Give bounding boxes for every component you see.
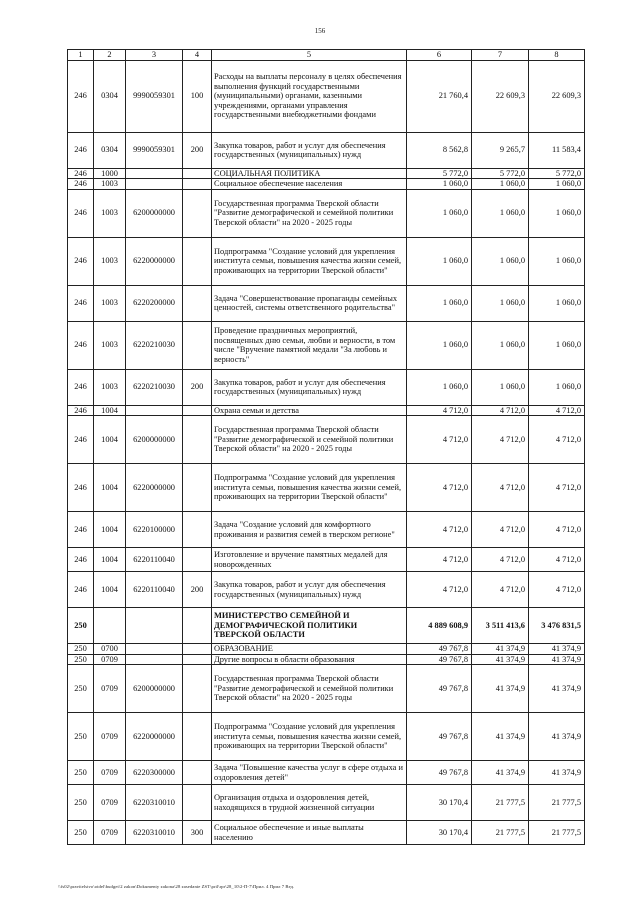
cell-expense-type (183, 464, 212, 512)
table-row (68, 132, 585, 168)
cell-target-code: 6220000000 (126, 713, 183, 761)
cell-description: ОБРАЗОВАНИЕ (212, 644, 407, 655)
cell-section-code: 1004 (94, 572, 126, 608)
cell-amount-1: 1 060,0 (407, 237, 472, 285)
cell-amount-3: 41 374,9 (529, 665, 585, 713)
cell-amount-2: 4 712,0 (472, 464, 529, 512)
cell-description: Задача "Совершенствование пропаганды семейных ценностей, системы ответственного родительства" (212, 285, 407, 321)
cell-amount-1: 1 060,0 (407, 285, 472, 321)
cell-description: МИНИСТЕРСТВО СЕМЕЙНОЙ И ДЕМОГРАФИЧЕСКОЙ ПОЛИТИКИ ТВЕРСКОЙ ОБЛАСТИ (212, 608, 407, 644)
cell-target-code: 6220200000 (126, 285, 183, 321)
table-row (68, 713, 585, 761)
cell-amount-1: 8 562,8 (407, 132, 472, 168)
cell-section-code: 0709 (94, 713, 126, 761)
cell-ministry-code: 246 (68, 60, 94, 132)
cell-amount-3: 1 060,0 (529, 179, 585, 190)
cell-ministry-code: 246 (68, 464, 94, 512)
cell-amount-1: 4 712,0 (407, 464, 472, 512)
cell-expense-type (183, 785, 212, 821)
cell-ministry-code: 250 (68, 608, 94, 644)
cell-ministry-code: 246 (68, 132, 94, 168)
cell-amount-2: 21 777,5 (472, 785, 529, 821)
budget-table (67, 49, 585, 845)
cell-amount-2: 41 374,9 (472, 665, 529, 713)
cell-amount-3: 4 712,0 (529, 572, 585, 608)
cell-amount-3: 1 060,0 (529, 321, 585, 369)
cell-amount-1: 21 760,4 (407, 60, 472, 132)
cell-description: Организация отдыха и оздоровления детей, находящихся в трудной жизненной ситуации (212, 785, 407, 821)
cell-amount-1: 4 712,0 (407, 512, 472, 548)
cell-section-code: 1003 (94, 369, 126, 405)
cell-description: Социальное обеспечение населения (212, 179, 407, 190)
header-cell: 8 (529, 50, 585, 61)
cell-section-code: 0709 (94, 761, 126, 785)
cell-amount-3: 1 060,0 (529, 237, 585, 285)
cell-amount-2: 4 712,0 (472, 572, 529, 608)
cell-amount-1: 1 060,0 (407, 179, 472, 190)
cell-section-code: 0304 (94, 60, 126, 132)
cell-amount-1: 4 712,0 (407, 572, 472, 608)
cell-amount-1: 30 170,4 (407, 785, 472, 821)
cell-description: Подпрограмма "Создание условий для укрепления института семьи, повышения качества жизни семей, проживающих на территории Тверской области" (212, 464, 407, 512)
cell-section-code: 0304 (94, 132, 126, 168)
cell-section-code: 1000 (94, 168, 126, 179)
cell-section-code: 1003 (94, 237, 126, 285)
cell-section-code: 1003 (94, 179, 126, 190)
cell-amount-1: 5 772,0 (407, 168, 472, 179)
cell-amount-1: 49 767,8 (407, 665, 472, 713)
cell-amount-1: 1 060,0 (407, 189, 472, 237)
cell-amount-3: 4 712,0 (529, 512, 585, 548)
header-cell: 3 (126, 50, 183, 61)
cell-description: Подпрограмма "Создание условий для укрепления института семьи, повышения качества жизни семей, проживающих на территории Тверской области" (212, 237, 407, 285)
cell-amount-2: 1 060,0 (472, 179, 529, 190)
cell-amount-1: 4 712,0 (407, 416, 472, 464)
header-cell: 6 (407, 50, 472, 61)
cell-ministry-code: 246 (68, 179, 94, 190)
cell-amount-3: 41 374,9 (529, 713, 585, 761)
cell-expense-type (183, 761, 212, 785)
cell-expense-type (183, 285, 212, 321)
cell-target-code (126, 644, 183, 655)
cell-amount-2: 41 374,9 (472, 654, 529, 665)
cell-amount-2: 1 060,0 (472, 369, 529, 405)
cell-target-code: 9990059301 (126, 60, 183, 132)
cell-target-code: 6200000000 (126, 189, 183, 237)
cell-amount-3: 11 583,4 (529, 132, 585, 168)
cell-amount-3: 4 712,0 (529, 464, 585, 512)
cell-amount-2: 1 060,0 (472, 285, 529, 321)
cell-amount-2: 5 772,0 (472, 168, 529, 179)
cell-section-code: 0709 (94, 654, 126, 665)
cell-ministry-code: 246 (68, 405, 94, 416)
cell-description: Государственная программа Тверской области "Развитие демографической и семейной политики Тверской области" на 2020 - 2025 годы (212, 665, 407, 713)
header-cell: 2 (94, 50, 126, 61)
cell-amount-3: 4 712,0 (529, 416, 585, 464)
cell-section-code: 1004 (94, 512, 126, 548)
cell-target-code: 6220100000 (126, 512, 183, 548)
table-row (68, 168, 585, 179)
cell-description: СОЦИАЛЬНАЯ ПОЛИТИКА (212, 168, 407, 179)
cell-section-code: 1004 (94, 548, 126, 572)
cell-amount-2: 4 712,0 (472, 512, 529, 548)
cell-expense-type (183, 608, 212, 644)
cell-amount-3: 41 374,9 (529, 644, 585, 655)
cell-expense-type (183, 548, 212, 572)
cell-expense-type (183, 179, 212, 190)
table-row (68, 416, 585, 464)
cell-amount-2: 4 712,0 (472, 405, 529, 416)
cell-target-code (126, 654, 183, 665)
cell-description: Охрана семьи и детства (212, 405, 407, 416)
cell-target-code: 6220300000 (126, 761, 183, 785)
header-cell: 5 (212, 50, 407, 61)
cell-amount-2: 22 609,3 (472, 60, 529, 132)
table-row (68, 548, 585, 572)
cell-amount-1: 49 767,8 (407, 644, 472, 655)
cell-expense-type (183, 405, 212, 416)
table-row (68, 179, 585, 190)
cell-target-code: 6220000000 (126, 464, 183, 512)
cell-amount-3: 41 374,9 (529, 761, 585, 785)
cell-section-code: 1004 (94, 416, 126, 464)
header-cell: 7 (472, 50, 529, 61)
cell-amount-1: 49 767,8 (407, 761, 472, 785)
cell-expense-type (183, 189, 212, 237)
cell-description: Государственная программа Тверской области "Развитие демографической и семейной политики Тверской области" на 2020 - 2025 годы (212, 189, 407, 237)
cell-section-code: 0709 (94, 785, 126, 821)
cell-amount-3: 1 060,0 (529, 189, 585, 237)
cell-ministry-code: 246 (68, 572, 94, 608)
table-row (68, 654, 585, 665)
table-row (68, 464, 585, 512)
cell-description: Социальное обеспечение и иные выплаты населению (212, 821, 407, 845)
cell-ministry-code: 246 (68, 189, 94, 237)
cell-ministry-code: 246 (68, 321, 94, 369)
cell-description: Закупка товаров, работ и услуг для обеспечения государственных (муниципальных) нужд (212, 369, 407, 405)
page-number: 156 (314, 27, 326, 35)
header-cell: 1 (68, 50, 94, 61)
cell-section-code: 1003 (94, 321, 126, 369)
cell-expense-type (183, 237, 212, 285)
cell-ministry-code: 246 (68, 237, 94, 285)
table-row (68, 821, 585, 845)
cell-amount-2: 4 712,0 (472, 548, 529, 572)
cell-amount-2: 1 060,0 (472, 237, 529, 285)
cell-amount-3: 1 060,0 (529, 285, 585, 321)
cell-target-code: 6220110040 (126, 548, 183, 572)
header-row (68, 50, 585, 61)
table-row (68, 189, 585, 237)
cell-amount-3: 21 777,5 (529, 821, 585, 845)
cell-target-code: 6220310010 (126, 785, 183, 821)
cell-section-code: 0709 (94, 821, 126, 845)
cell-target-code: 6200000000 (126, 665, 183, 713)
cell-amount-2: 21 777,5 (472, 821, 529, 845)
cell-target-code: 6220110040 (126, 572, 183, 608)
cell-amount-2: 41 374,9 (472, 713, 529, 761)
cell-amount-1: 1 060,0 (407, 321, 472, 369)
cell-amount-2: 41 374,9 (472, 644, 529, 655)
cell-ministry-code: 246 (68, 168, 94, 179)
cell-description: Задача "Повышение качества услуг в сфере отдыха и оздоровления детей" (212, 761, 407, 785)
cell-amount-1: 49 767,8 (407, 713, 472, 761)
table-row (68, 665, 585, 713)
cell-expense-type (183, 168, 212, 179)
cell-expense-type (183, 512, 212, 548)
table-row (68, 572, 585, 608)
header-cell: 4 (183, 50, 212, 61)
cell-expense-type (183, 654, 212, 665)
cell-ministry-code: 246 (68, 369, 94, 405)
table-row (68, 237, 585, 285)
cell-description: Проведение праздничных мероприятий, посвященных дню семьи, любви и верности, в том числе "Вручение памятной медали "За любовь и верность" (212, 321, 407, 369)
cell-description: Задача "Создание условий для комфортного проживания и развития семей в тверском регионе" (212, 512, 407, 548)
cell-amount-3: 4 712,0 (529, 548, 585, 572)
cell-amount-3: 1 060,0 (529, 369, 585, 405)
cell-description: Подпрограмма "Создание условий для укрепления института семьи, повышения качества жизни семей, проживающих на территории Тверской области" (212, 713, 407, 761)
table-row (68, 644, 585, 655)
cell-target-code: 6220310010 (126, 821, 183, 845)
cell-section-code: 1003 (94, 285, 126, 321)
cell-ministry-code: 250 (68, 821, 94, 845)
cell-description: Другие вопросы в области образования (212, 654, 407, 665)
cell-amount-3: 3 476 831,5 (529, 608, 585, 644)
cell-expense-type (183, 321, 212, 369)
file-path-footer: \\fs02\pravitelstvo\otdel\budget\2 zakon\Dokumenty zakona\28 zasedanie ZST\pril\rpr\28_10\2-П-7\Прил. 4 Прил 7 Вед. (58, 884, 295, 889)
cell-ministry-code: 250 (68, 785, 94, 821)
cell-ministry-code: 250 (68, 654, 94, 665)
cell-amount-2: 4 712,0 (472, 416, 529, 464)
cell-expense-type: 100 (183, 60, 212, 132)
cell-target-code (126, 608, 183, 644)
cell-expense-type: 200 (183, 132, 212, 168)
table-row (68, 785, 585, 821)
cell-amount-3: 5 772,0 (529, 168, 585, 179)
cell-amount-3: 22 609,3 (529, 60, 585, 132)
cell-expense-type (183, 644, 212, 655)
cell-target-code (126, 168, 183, 179)
cell-description: Закупка товаров, работ и услуг для обеспечения государственных (муниципальных) нужд (212, 132, 407, 168)
table-row (68, 60, 585, 132)
cell-ministry-code: 250 (68, 665, 94, 713)
cell-expense-type (183, 416, 212, 464)
table-row (68, 512, 585, 548)
cell-ministry-code: 246 (68, 512, 94, 548)
cell-target-code: 6200000000 (126, 416, 183, 464)
cell-expense-type: 300 (183, 821, 212, 845)
table-row (68, 285, 585, 321)
cell-amount-2: 1 060,0 (472, 189, 529, 237)
cell-expense-type (183, 713, 212, 761)
cell-amount-1: 1 060,0 (407, 369, 472, 405)
cell-description: Государственная программа Тверской области "Развитие демографической и семейной политики Тверской области" на 2020 - 2025 годы (212, 416, 407, 464)
cell-target-code: 9990059301 (126, 132, 183, 168)
cell-description: Изготовление и вручение памятных медалей для новорожденных (212, 548, 407, 572)
cell-section-code (94, 608, 126, 644)
cell-section-code: 0700 (94, 644, 126, 655)
cell-amount-3: 4 712,0 (529, 405, 585, 416)
cell-section-code: 1004 (94, 405, 126, 416)
cell-amount-2: 9 265,7 (472, 132, 529, 168)
cell-target-code: 6220000000 (126, 237, 183, 285)
cell-target-code: 6220210030 (126, 369, 183, 405)
cell-target-code: 6220210030 (126, 321, 183, 369)
cell-section-code: 0709 (94, 665, 126, 713)
cell-amount-1: 30 170,4 (407, 821, 472, 845)
cell-amount-1: 4 712,0 (407, 548, 472, 572)
cell-ministry-code: 246 (68, 548, 94, 572)
cell-ministry-code: 246 (68, 416, 94, 464)
cell-ministry-code: 250 (68, 713, 94, 761)
cell-ministry-code: 246 (68, 285, 94, 321)
cell-amount-2: 1 060,0 (472, 321, 529, 369)
cell-amount-1: 4 712,0 (407, 405, 472, 416)
cell-amount-2: 3 511 413,6 (472, 608, 529, 644)
cell-amount-3: 21 777,5 (529, 785, 585, 821)
cell-expense-type: 200 (183, 572, 212, 608)
table-row (68, 761, 585, 785)
cell-expense-type (183, 665, 212, 713)
table-row (68, 405, 585, 416)
table-row (68, 369, 585, 405)
cell-target-code (126, 405, 183, 416)
cell-target-code (126, 179, 183, 190)
cell-amount-2: 41 374,9 (472, 761, 529, 785)
cell-section-code: 1004 (94, 464, 126, 512)
cell-section-code: 1003 (94, 189, 126, 237)
cell-description: Расходы на выплаты персоналу в целях обеспечения выполнения функций государственными (муниципальными) органами, казенными учреждениями, органами управления государственными внебюджетными фондами (212, 60, 407, 132)
cell-expense-type: 200 (183, 369, 212, 405)
cell-amount-1: 4 889 608,9 (407, 608, 472, 644)
cell-ministry-code: 250 (68, 644, 94, 655)
cell-description: Закупка товаров, работ и услуг для обеспечения государственных (муниципальных) нужд (212, 572, 407, 608)
cell-amount-1: 49 767,8 (407, 654, 472, 665)
cell-amount-3: 41 374,9 (529, 654, 585, 665)
table-row (68, 321, 585, 369)
table-row (68, 608, 585, 644)
cell-ministry-code: 250 (68, 761, 94, 785)
